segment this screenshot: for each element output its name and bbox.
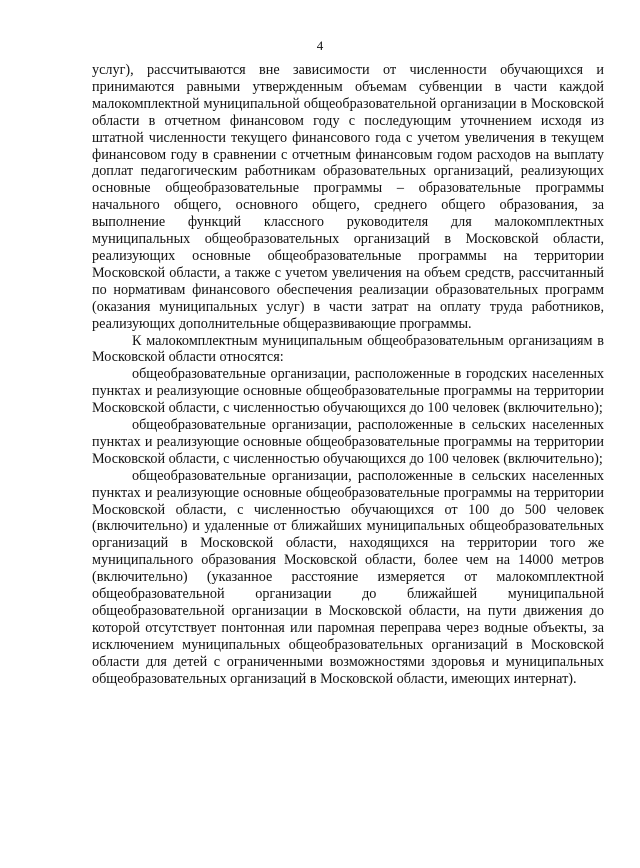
paragraph-continuation: услуг), рассчитываются вне зависимости от численности обучающихся и принимаются равными утвержденным объемам субвенции в части каждой малокомплектной муниципальной общеобразовательной организации в Московской области в отчетном финансовом году с последующим уточнением исходя из штатной численности текущего финансового года с учетом увеличения в текущем финансовом году в сравнении с отчетным финансовым годом расходов на выплату доплат педагогическим работникам образовательных организаций, реализующих основные общеобразовательные программы – образовательные программы начального общего, основного общего, среднего общего образования, за выполнение функций классного руководителя для малокомплектных муниципальных общеобразовательных организаций в Московской области, реализующих основные общеобразовательные программы на территории Московской области, а также с учетом увеличения на объем средств, рассчитанный по нормативам финансового обеспечения реализации образовательных программ (оказания муниципальных услуг) в части затрат на оплату труда работников, реализующих дополнительные общеразвивающие программы. — [92, 62, 604, 332]
page-number: 4 — [316, 38, 324, 53]
paragraph-remote-rural-organizations: общеобразовательные организации, расположенные в сельских населенных пунктах и реализующие основные общеобразовательные программы на территории Московской области, с численностью обучающихся от 100 до 500 человек (включительно) и удаленные от ближайших муниципальных общеобразовательных организаций в Московской области, находящихся на территории того же муниципального образования Московской области, более чем на 14000 метров (включительно) (указанное расстояние измеряется от малокомплектной общеобразовательной организации до ближайшей муниципальной общеобразовательной организации в Московской области, на пути движения до которой отсутствует понтонная или паромная переправа через водные объекты, за исключением муниципальных общеобразовательных организаций в Московской области для детей с ограниченными возможностями здоровья и муниципальных общеобразовательных организаций в Московской области, имеющих интернат). — [92, 467, 604, 687]
paragraph-urban-organizations: общеобразовательные организации, расположенные в городских населенных пунктах и реализующие основные общеобразовательные программы на территории Московской области, с численностью обучающихся до 100 человек (включительно); — [92, 366, 604, 417]
paragraph-definition-intro: К малокомплектным муниципальным общеобразовательным организациям в Московской области относятся: — [92, 332, 604, 366]
document-body — [92, 62, 604, 688]
paragraph-rural-organizations: общеобразовательные организации, расположенные в сельских населенных пунктах и реализующие основные общеобразовательные программы на территории Московской области, с численностью обучающихся до 100 человек (включительно); — [92, 417, 604, 467]
